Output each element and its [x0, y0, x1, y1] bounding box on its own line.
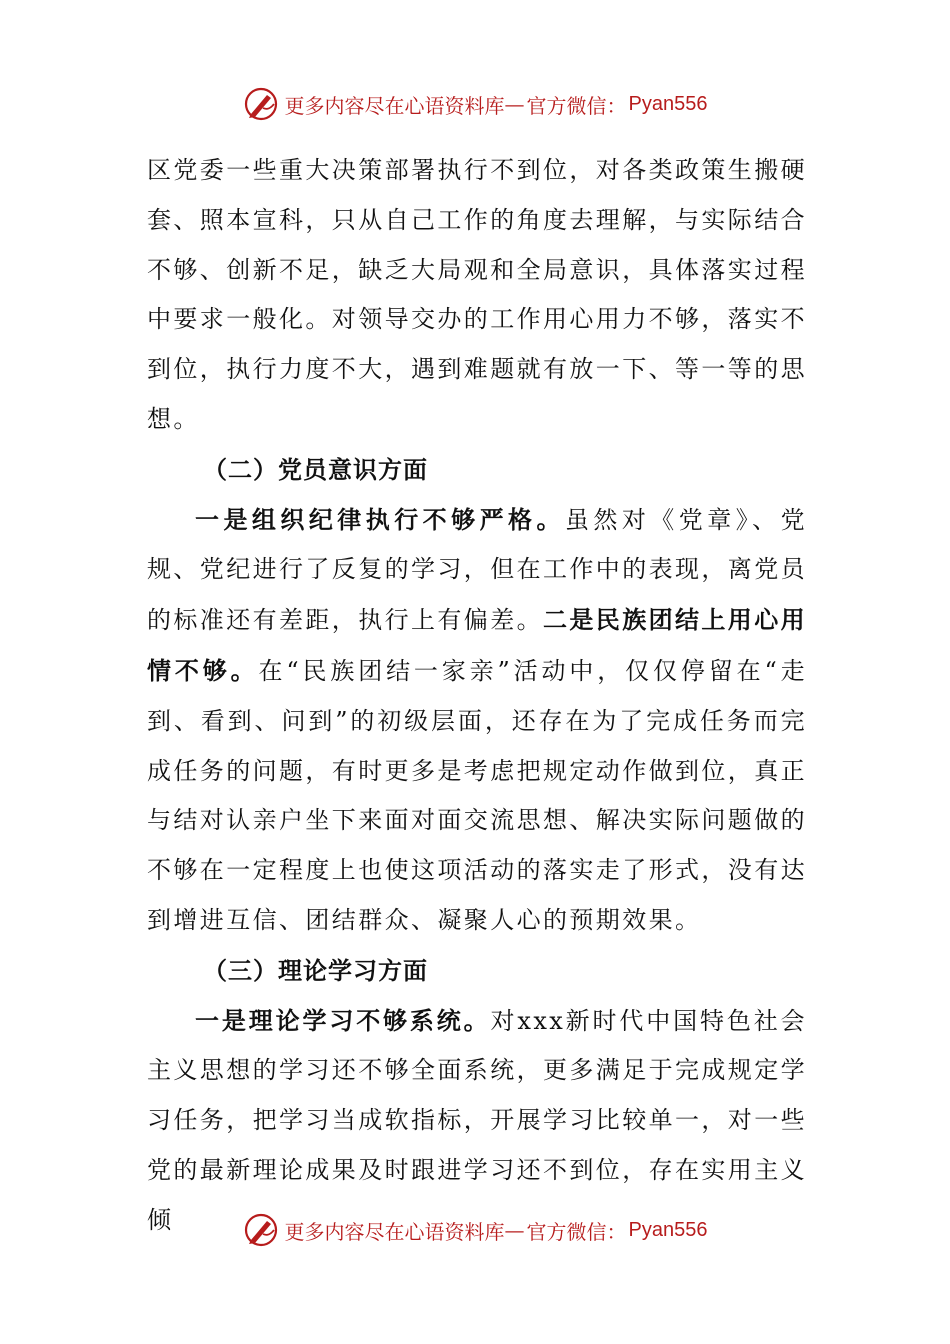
document-body — [147, 146, 807, 1246]
paragraph-2-bold-2: 二是民族团结上用心用情不够。 — [147, 605, 807, 685]
paragraph-2 — [147, 495, 807, 946]
paragraph-1: 区党委一些重大决策部署执行不到位，对各类政策生搬硬套、照本宣科，只从自己工作的角度去理解，与实际结合不够、创新不足，缺乏大局观和全局意识，具体落实过程中要求一般化。对领导交办的工作用心用力不够，落实不到位，执行力度不大，遇到难题就有放一下、等一等的思想。 — [147, 156, 807, 433]
wechat-label: 官方微信： — [526, 1219, 627, 1244]
footer-watermark-banner — [0, 1210, 950, 1250]
paragraph-2-bold-1: 一是组织纪律执行不够严格。 — [195, 504, 565, 534]
paragraph-2-text-1: 虽然对《党章》、党规、党纪进行了反复的学习，但在工作中的表现，离党员的标准还有差距，执行上有偏差。 — [147, 505, 807, 635]
section-heading-2: （二）党员意识方面 — [203, 454, 428, 484]
pen-logo-icon — [243, 1212, 279, 1248]
wechat-label: 官方微信： — [526, 93, 627, 118]
site-name: 更多内容尽在心语资料库 — [284, 93, 505, 118]
header-watermark-banner — [0, 84, 950, 124]
wechat-id: Pyan556 — [628, 92, 708, 115]
pen-logo-icon — [243, 86, 279, 122]
paragraph-2-text-2: 在“民族团结一家亲”活动中，仅仅停留在“走到、看到、问到”的初级层面，还存在为了完成任务而完成任务的问题，有时更多是考虑把规定动作做到位，真正与结对认亲户坐下来面对面交流思想、解决实际问题做的不够在一定程度上也使这项活动的落实走了形式，没有达到增进互信、团结群众、凝聚人心的预期效果。 — [147, 656, 807, 934]
banner-dash: — — [504, 92, 525, 116]
paragraph-3 — [147, 996, 807, 1246]
site-name: 更多内容尽在心语资料库 — [284, 1219, 505, 1244]
paragraph-3-bold-1: 一是理论学习不够系统。 — [195, 1005, 491, 1035]
banner-dash: — — [504, 1218, 525, 1242]
wechat-id: Pyan556 — [628, 1218, 708, 1241]
section-heading-3: （三）理论学习方面 — [203, 955, 428, 985]
paragraph-3-text-1: 对xxx新时代中国特色社会主义思想的学习还不够全面系统，更多满足于完成规定学习任务，把学习当成软指标，开展学习比较单一，对一些党的最新理论成果及时跟进学习还不到位，存在实用主义倾 — [147, 1006, 807, 1234]
